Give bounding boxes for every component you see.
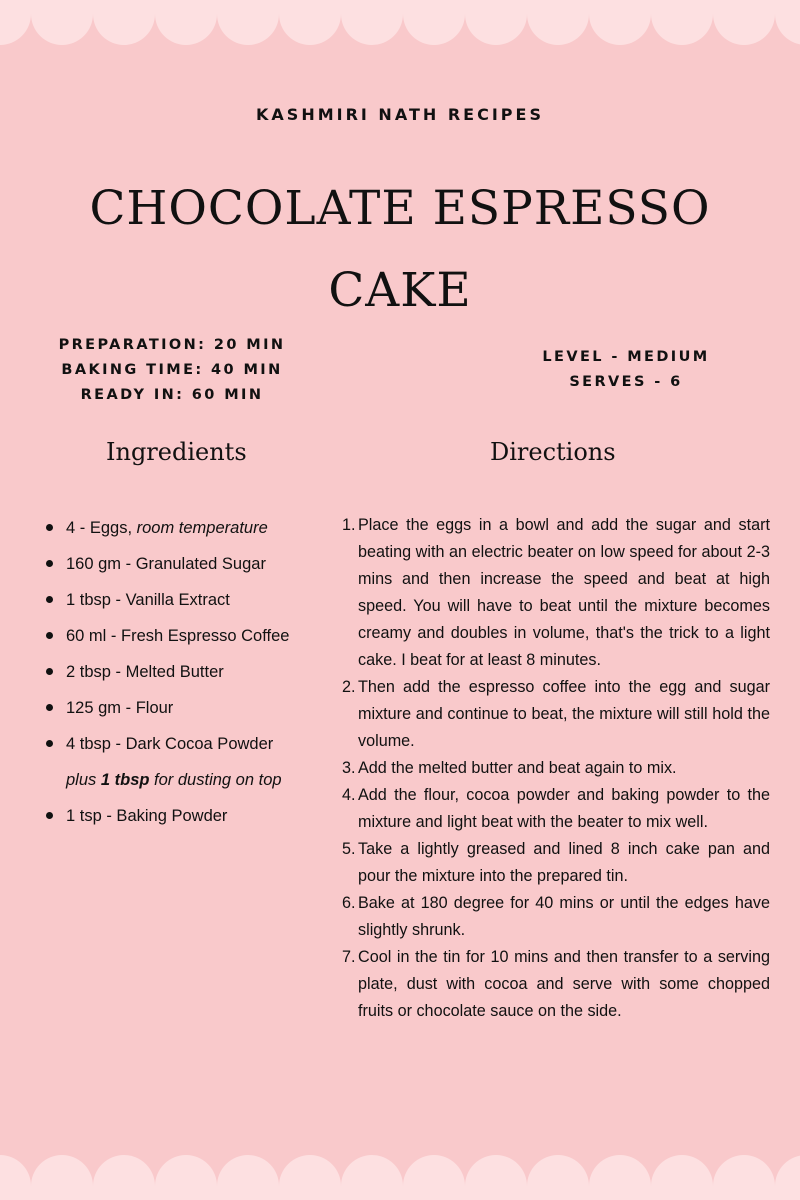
top-scallop-border [0, 0, 800, 46]
preparation-time: PREPARATION: 20 MIN [58, 337, 286, 353]
ingredient-text: 2 tbsp - Melted Butter [66, 663, 224, 681]
step-number: 3. [342, 759, 356, 777]
directions-list [342, 512, 770, 1025]
ingredient-item [40, 582, 340, 618]
step-number: 4. [342, 786, 356, 804]
direction-step [342, 944, 770, 1025]
step-text: Place the eggs in a bowl and add the sugar and start beating with an electric beater on low speed for about 2-3 mins and then increase the speed and beat at high speed. You will have to beat until the mixture becomes creamy and doubles in volume, that's the trick to a light cake. I beat for at least 8 minutes. [358, 516, 770, 669]
ingredient-item [40, 726, 340, 798]
direction-step [342, 782, 770, 836]
ingredient-text: 4 - Eggs, [66, 519, 137, 537]
direction-step [342, 512, 770, 674]
step-number: 5. [342, 840, 356, 858]
ingredient-note: room temperature [136, 519, 268, 537]
step-text: Then add the espresso coffee into the egg and sugar mixture and continue to beat, the mixture will still hold the volume. [358, 678, 770, 750]
direction-step [342, 674, 770, 755]
ingredient-item [40, 654, 340, 690]
ingredient-text: 60 ml - Fresh Espresso Coffee [66, 627, 290, 645]
step-number: 2. [342, 678, 356, 696]
bottom-scallop-border [0, 1154, 800, 1200]
ingredient-item [40, 618, 340, 654]
note-suffix: for dusting on top [149, 771, 282, 789]
step-text: Add the flour, cocoa powder and baking powder to the mixture and light beat with the beater to mix well. [358, 786, 770, 831]
ingredient-item [40, 690, 340, 726]
ingredient-text: 1 tsp - Baking Powder [66, 807, 228, 825]
step-text: Add the melted butter and beat again to mix. [358, 759, 677, 777]
step-number: 7. [342, 948, 356, 966]
ingredient-text: 1 tbsp - Vanilla Extract [66, 591, 230, 609]
note-amount: 1 tbsp [100, 771, 150, 789]
step-number: 6. [342, 894, 356, 912]
ingredients-list [40, 510, 340, 834]
baking-time: BAKING TIME: 40 MIN [61, 362, 283, 378]
ingredient-item [40, 510, 340, 546]
servings: SERVES - 6 [569, 374, 683, 390]
brand-name: KASHMIRI NATH RECIPES [256, 105, 544, 124]
ingredient-text: 4 tbsp - Dark Cocoa Powder [66, 735, 274, 753]
ingredients-heading: Ingredients [106, 438, 247, 466]
difficulty-level: LEVEL - MEDIUM [542, 349, 710, 365]
step-text: Take a lightly greased and lined 8 inch cake pan and pour the mixture into the prepared tin. [358, 840, 770, 885]
recipe-title [60, 168, 740, 332]
dusting-note [66, 762, 340, 798]
step-number: 1. [342, 516, 356, 534]
ingredient-text: 160 gm - Granulated Sugar [66, 555, 266, 573]
title-line: CAKE [328, 263, 472, 318]
timing-info [52, 333, 292, 408]
title-line: CHOCOLATE ESPRESSO [89, 181, 711, 236]
directions-heading: Directions [490, 438, 616, 466]
ingredient-text: 125 gm - Flour [66, 699, 174, 717]
recipe-info [506, 345, 746, 395]
step-text: Bake at 180 degree for 40 mins or until the edges have slightly shrunk. [358, 894, 770, 939]
direction-step [342, 836, 770, 890]
direction-step [342, 890, 770, 944]
note-prefix: plus [66, 771, 101, 789]
ingredient-item [40, 546, 340, 582]
direction-step [342, 755, 770, 782]
ingredient-item [40, 798, 340, 834]
ready-time: READY IN: 60 MIN [80, 387, 264, 403]
step-text: Cool in the tin for 10 mins and then transfer to a serving plate, dust with cocoa and serve with some chopped fruits or chocolate sauce on the side. [358, 948, 770, 1020]
